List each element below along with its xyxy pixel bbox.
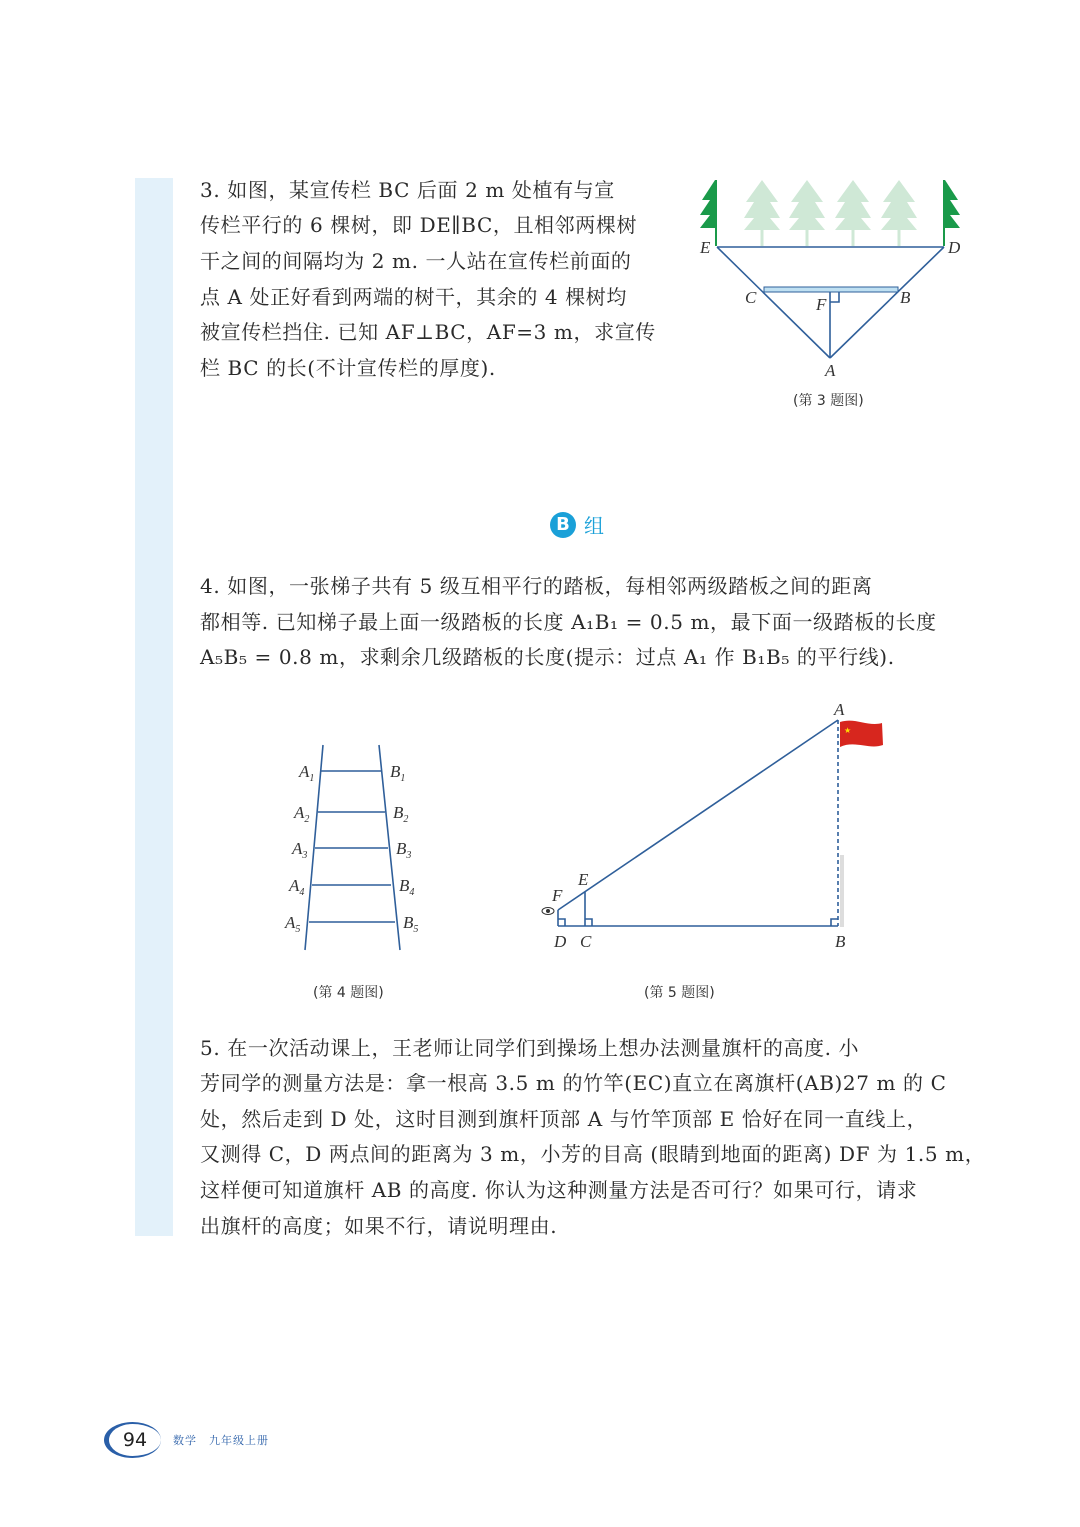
text-line: 干之间的间隔均为 2 m. 一人站在宣传栏前面的 <box>200 249 632 273</box>
figure-3 <box>690 170 980 390</box>
label-a2: $A_2$ <box>294 803 310 825</box>
text-line: 5. 在一次活动课上，王老师让同学们到操场上想办法测量旗杆的高度. 小 <box>200 1036 860 1060</box>
text-line: 芳同学的测量方法是：拿一根高 3.5 m 的竹竿(EC)直立在离旗杆(AB)27 m 的 C <box>200 1071 947 1095</box>
group-label: 组 <box>584 514 604 538</box>
text-line: 被宣传栏挡住. 已知 AF⊥BC，AF=3 m，求宣传 <box>200 320 656 344</box>
label-a4: $A_4$ <box>289 876 305 898</box>
figure-3-caption: (第 3 题图) <box>793 393 864 409</box>
tree-icons <box>700 180 960 246</box>
label-d: D <box>948 238 961 257</box>
figure-5-caption: (第 5 题图) <box>644 985 715 1001</box>
margin-strip <box>135 178 173 1236</box>
label-f: F <box>816 295 827 314</box>
label-a: A <box>825 361 836 380</box>
label-b5: $B_5$ <box>403 913 419 935</box>
label-c: C <box>580 932 592 951</box>
page-footer <box>104 1422 269 1458</box>
text-line: A₅B₅ = 0.8 m，求剩余几级踏板的长度(提示：过点 A₁ 作 B₁B₅ 的平行线). <box>200 645 895 669</box>
text-line: 传栏平行的 6 棵树，即 DE∥BC，且相邻两棵树 <box>200 213 638 237</box>
text-line: 栏 BC 的长(不计宣传栏的厚度). <box>200 356 496 380</box>
figure-5-flagpole <box>530 695 900 955</box>
text-line: 又测得 C，D 两点间的距离为 3 m，小芳的目高 (眼睛到地面的距离) DF 为 1.5 m， <box>200 1142 986 1166</box>
group-b-heading <box>550 510 604 539</box>
group-badge: B <box>550 512 576 538</box>
label-a: A <box>834 700 845 719</box>
label-a3: $A_3$ <box>292 839 308 861</box>
text-line: 都相等. 已知梯子最上面一级踏板的长度 A₁B₁ = 0.5 m，最下面一级踏板的长度 <box>200 610 937 634</box>
label-b: B <box>900 288 911 307</box>
label-b2: $B_2$ <box>393 803 409 825</box>
label-b3: $B_3$ <box>396 839 412 861</box>
text-line: 处，然后走到 D 处，这时目测到旗杆顶部 A 与竹竿顶部 E 恰好在同一直线上， <box>200 1107 928 1131</box>
label-d: D <box>554 932 567 951</box>
text-line: 这样便可知道旗杆 AB 的高度. 你认为这种测量方法是否可行？如果可行，请求 <box>200 1178 918 1202</box>
label-b4: $B_4$ <box>399 876 415 898</box>
label-b1: $B_1$ <box>390 762 406 784</box>
text-line: 4. 如图，一张梯子共有 5 级互相平行的踏板，每相邻两级踏板之间的距离 <box>200 574 873 598</box>
flag-star-icon: ★ <box>844 726 852 735</box>
label-a1: $A_1$ <box>299 762 315 784</box>
label-a5: $A_5$ <box>285 913 301 935</box>
label-e: E <box>700 238 711 257</box>
label-b: B <box>835 932 846 951</box>
label-e: E <box>578 870 589 889</box>
text-line: 出旗杆的高度；如果不行，请说明理由. <box>200 1214 558 1238</box>
label-c: C <box>745 288 757 307</box>
tree-icon-d <box>943 180 960 246</box>
figure-4-ladder <box>280 740 430 955</box>
page-number: 94 <box>104 1422 161 1458</box>
tree-icon-e <box>700 180 717 246</box>
text-line: 点 A 处正好看到两端的树干，其余的 4 棵树均 <box>200 285 627 309</box>
text-line: 3. 如图，某宣传栏 BC 后面 2 m 处植有与宣 <box>200 178 615 202</box>
book-title: 数学 九年级上册 <box>173 1434 269 1447</box>
label-f: F <box>552 886 563 905</box>
figure-4-caption: (第 4 题图) <box>313 985 384 1001</box>
